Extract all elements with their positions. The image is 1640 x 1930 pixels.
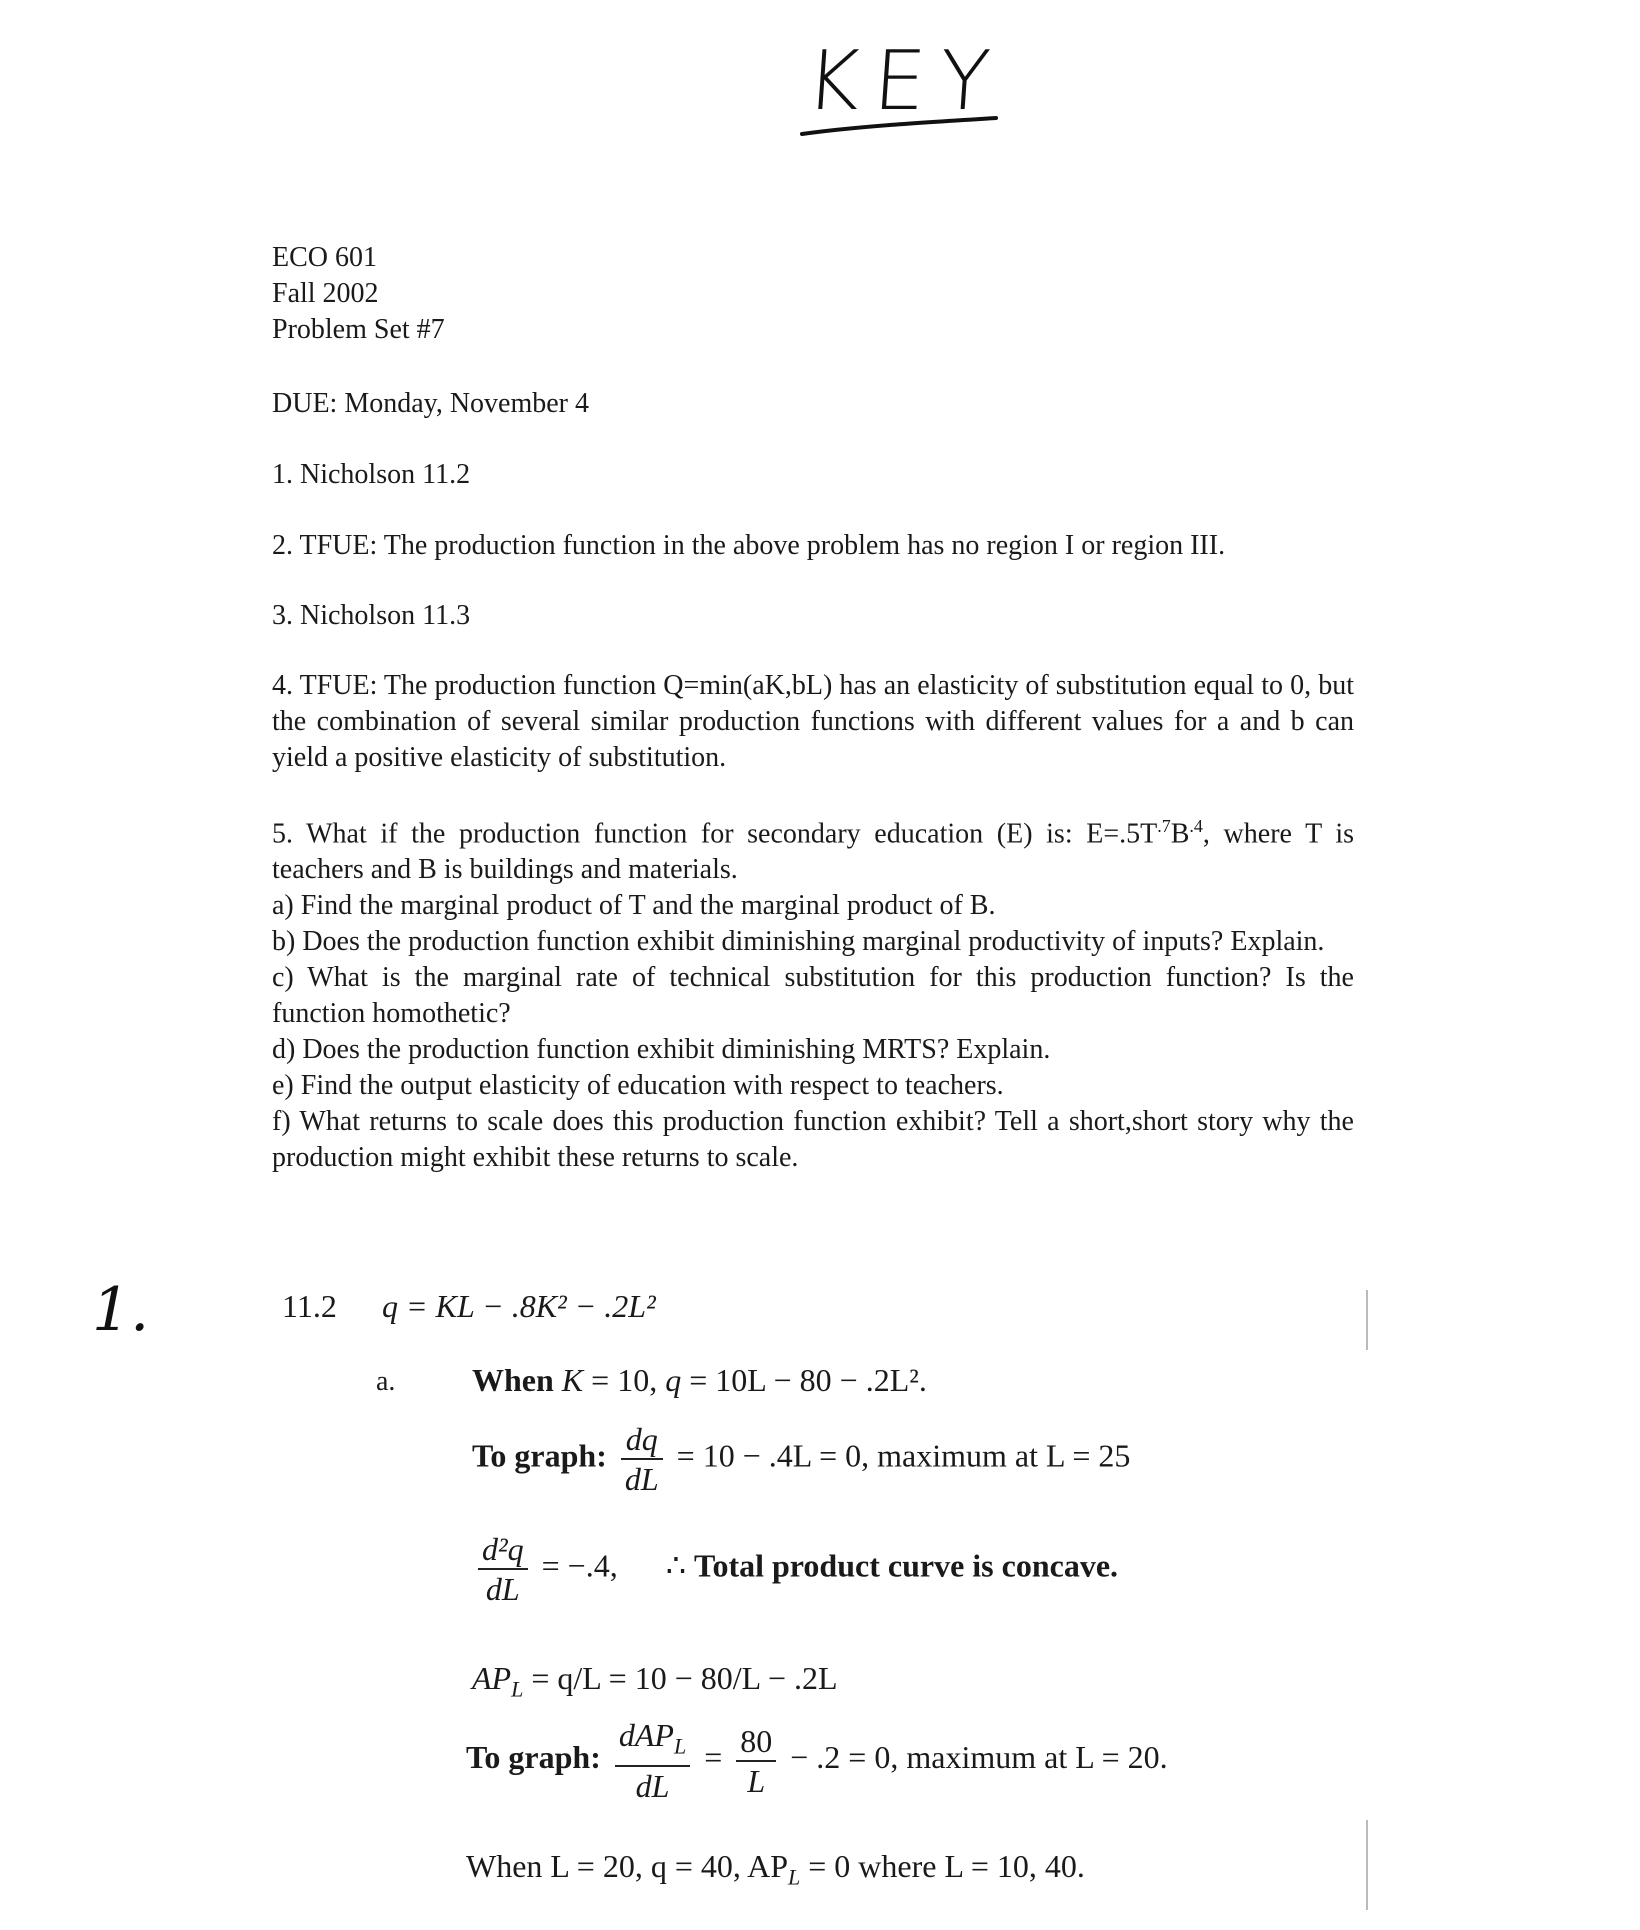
question-5f: f) What returns to scale does this production function exhibit? Tell a short,short story why the production might exhibit these returns to scale. xyxy=(272,1106,1354,1174)
solution-line-5: To graph: $\frac{dAP_L}{dL}$ = $\frac{80}{L}$ − .2 = 0, maximum at L = 20. xyxy=(466,1717,1168,1805)
second-derivative: $\frac{\text{d²q}}{dL}$ xyxy=(478,1530,528,1608)
scan-artifact xyxy=(1366,1820,1368,1910)
solution-line-6: When L = 20, q = 40, $AP_L = 0$ where L = 10, 40. xyxy=(466,1848,1085,1890)
question-5d: d) Does the production function exhibit diminishing MRTS? Explain. xyxy=(272,1034,1051,1066)
solution-problem-label: 11.2 xyxy=(282,1288,337,1324)
question-1: 1. Nicholson 11.2 xyxy=(272,459,471,490)
derivative-dq-dl: $\frac{dq}{dL}$ xyxy=(621,1420,663,1498)
term: Fall 2002 xyxy=(272,278,379,309)
question-4: 4. TFUE: The production function Q=min(aK,bL) has an elasticity of substitution equal to 0, but the combination of several similar production functions with different values for a and b can yield a positive elasticity of substitution. xyxy=(272,670,1354,773)
question-5-intro: 5. What if the production function for secondary education (E) is: $E=.5T^{.7}B^{.4}$, where T is teachers and B is buildings and materials. xyxy=(272,816,1354,886)
scan-artifact xyxy=(1366,1290,1368,1350)
solution-main-equation: q = KL − .8K² − .2L² xyxy=(382,1288,656,1324)
question-5e: e) Find the output elasticity of education with respect to teachers. xyxy=(272,1070,1004,1102)
solution-line-2: To graph: $\frac{dq}{dL}$ = 10 − .4L = 0, maximum at L = 25 xyxy=(472,1421,1131,1497)
document-header xyxy=(272,240,445,348)
solution-line-3: $\frac{\text{d²q}}{dL}$ = −.4, ∴ Total product curve is concave. xyxy=(472,1530,1118,1608)
assignment-title: Problem Set #7 xyxy=(272,314,445,345)
question-5 xyxy=(272,808,1354,1176)
fraction-80-over-l: $\frac{80}{L}$ xyxy=(736,1722,776,1800)
handwritten-underline xyxy=(800,112,1000,142)
question-5a: a) Find the marginal product of T and the marginal product of B. xyxy=(272,890,996,922)
due-date: DUE: Monday, November 4 xyxy=(272,388,590,419)
question-2: 2. TFUE: The production function in the above problem has no region I or region III. xyxy=(272,530,1226,561)
derivative-dapl-dl: $\frac{dAP_L}{dL}$ xyxy=(615,1716,690,1805)
question-5c: c) What is the marginal rate of technical substitution for this production function? Is the function homothetic? xyxy=(272,962,1354,1030)
handwritten-key-label: KEY xyxy=(802,34,1007,129)
course-code: ECO 601 xyxy=(272,242,377,273)
solution-line-1: When K = 10, q = 10L − 80 − .2L². xyxy=(472,1362,927,1398)
question-3: 3. Nicholson 11.3 xyxy=(272,600,471,631)
handwritten-problem-number: 1. xyxy=(92,1275,150,1345)
part-a-label: a. xyxy=(376,1366,396,1397)
solution-line-4: $AP_L = q/L = 10 - 80/L - .2L$ xyxy=(472,1660,838,1702)
question-5b: b) Does the production function exhibit diminishing marginal productivity of inputs? Explain. xyxy=(272,926,1325,958)
